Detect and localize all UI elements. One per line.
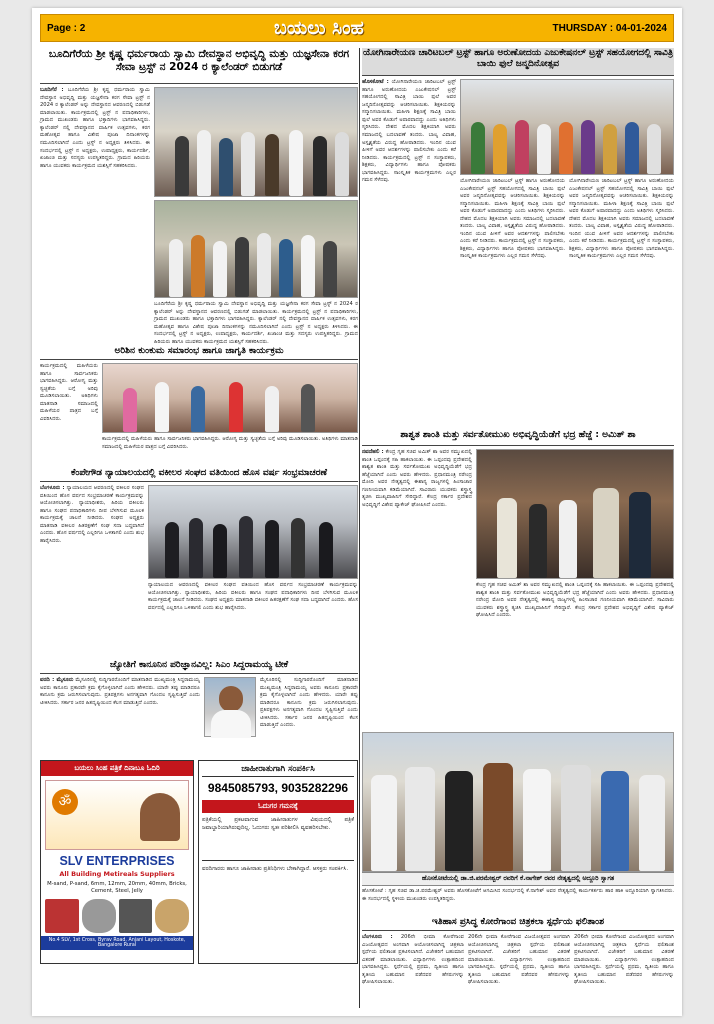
article-body: ನವದೆಹಲಿ : ಕೇಂದ್ರ ಗೃಹ ಸಚಿವ ಅಮಿತ್ ಶಾ ಅವರ ಸಮ್ಮುಖದಲ್ಲಿ ಶಾಂತಿ ಒಪ್ಪಂದಕ್ಕೆ ಸಹಿ ಹಾಕಲಾಯಿತು. ಈ ಒಪ್ಪಂದವು ಪ್ರದೇಶದಲ್ಲಿ ಶಾಶ್ವತ ಶಾಂತಿ ಮತ್ತು ಸರ್ವತೋಮುಖ ಅಭಿವೃದ್ಧಿಯೆಡೆಗೆ ಭದ್ರ ಹೆಜ್ಜೆಯಾಗಿದೆ ಎಂದು ಅವರು ಹೇಳಿದರು. ಪ್ರಧಾನಮಂತ್ರಿ ನರೇಂದ್ರ ಮೋದಿ ಅವರ ನೇತೃತ್ವದಲ್ಲಿ ಈಶಾನ್ಯ ರಾಜ್ಯಗಳಲ್ಲಿ ಹಿಂಸಾಚಾರ ಗಣನೀಯವಾಗಿ ಕಡಿಮೆಯಾಗಿದೆ. ಸಾವಿರಾರು ಯುವಕರು ಶಸ್ತ್ರಾಸ್ತ್ರ ತ್ಯಜಿಸಿ ಮುಖ್ಯವಾಹಿನಿಗೆ ಸೇರಿದ್ದಾರೆ. ಕೇಂದ್ರ ಸರ್ಕಾರ ಪ್ರದೇಶದ ಅಭಿವೃದ್ಧಿಗೆ ವಿಶೇಷ ಪ್ಯಾಕೇಜ್ ಘೋಷಿಸಿದೆ ಎಂದರು. [362, 449, 473, 509]
portrait-icon [140, 793, 180, 841]
article-byline: ವರದಿ : ಮೈಸೂರು [40, 677, 74, 683]
article-welcome [362, 732, 674, 914]
article-headline: ಅರಿಶಿನ ಕುಂಕುಮ ಸಮಾರಂಭ ಹಾಗೂ ಜಾಗೃತಿ ಕಾರ್ಯಕ್ರಮ [40, 346, 358, 360]
notice-2: ವರದಿಗಾರರು ಹಾಗೂ ಜಾಹೀರಾತು ಪ್ರತಿನಿಧಿಗಳು ಬೇಕಾಗಿದ್ದಾರೆ. ಆಸಕ್ತರು ಸಂಪರ್ಕಿಸಿ. [202, 866, 349, 872]
article-byline: ನವದೆಹಲಿ : [362, 449, 384, 455]
article-awareness: ಅರಿಶಿನ ಕುಂಕುಮ ಸಮಾರಂಭ ಹಾಗೂ ಜಾಗೃತಿ ಕಾರ್ಯಕ್ರಮ ಕಾರ್ಯಕ್ರಮದಲ್ಲಿ ಮಹಿಳೆಯರು ಹಾಗೂ ಸಾರ್ವಜನಿಕರು ಭಾಗವಹಿಸಿದ್ದರು. ಆರೋಗ್ಯ ಮತ್ತು ಸ್ವಚ್ಛತೆಯ ಬಗ್ಗೆ ಅರಿವು ಮೂಡಿಸಲಾಯಿತು. ಅತಿಥಿಗಳು ಮಾತನಾಡಿ ಸಮಾಜದಲ್ಲಿ ಮಹಿಳೆಯರ ಪಾತ್ರದ ಬಗ್ಗೆ ವಿವರಿಸಿದರು. ಕಾರ್ಯಕ್ರಮದಲ್ಲಿ ಮಹಿಳೆಯರು ಹಾಗೂ ಸಾರ್ವಜನಿಕರು ಭಾಗವಹಿಸಿದ್ದರು. ಆರೋಗ್ಯ ಮತ್ತು ಸ್ವಚ್ಛತೆಯ ಬಗ್ಗೆ ಅರಿವು ಮೂಡಿಸಲಾಯಿತು. ಅತಿಥಿಗಳು ಮಾತನಾಡಿ ಸಮಾಜದಲ್ಲಿ ಮಹಿಳೆಯರ ಪಾತ್ರದ ಬಗ್ಗೆ ವಿವರಿಸಿದರು. [40, 346, 358, 466]
material-icons [45, 899, 189, 933]
right-column [362, 48, 674, 994]
ad-contact [198, 760, 358, 964]
om-icon: ॐ [52, 789, 78, 815]
article-headline: ಶಾಶ್ವತ ಶಾಂತಿ ಮತ್ತು ಸರ್ವತೋಮುಖ ಅಭಿವೃದ್ಧಿಯೆಡೆಗೆ ಭದ್ರ ಹೆಜ್ಜೆ : ಅಮಿತ್ ಶಾ [362, 430, 674, 446]
photo-amitshah [476, 449, 674, 579]
masthead [40, 14, 674, 42]
article-amitshah: ಶಾಶ್ವತ ಶಾಂತಿ ಮತ್ತು ಸರ್ವತೋಮುಖ ಅಭಿವೃದ್ಧಿಯೆಡೆಗೆ ಭದ್ರ ಹೆಜ್ಜೆ : ಅಮಿತ್ ಶಾ ನವದೆಹಲಿ : ಕೇಂದ್ರ ಗೃಹ ಸಚಿವ ಅಮಿತ್ ಶಾ ಅವರ ಸಮ್ಮುಖದಲ್ಲಿ ಶಾಂತಿ ಒಪ್ಪಂದಕ್ಕೆ ಸಹಿ ಹಾಕಲಾಯಿತು. ಈ ಒಪ್ಪಂದವು ಪ್ರದೇಶದಲ್ಲಿ ಶಾಶ್ವತ ಶಾಂತಿ ಮತ್ತು ಸರ್ವತೋಮುಖ ಅಭಿವೃದ್ಧಿಯೆಡೆಗೆ ಭದ್ರ ಹೆಜ್ಜೆಯಾಗಿದೆ ಎಂದು ಅವರು ಹೇಳಿದರು. ಪ್ರಧಾನಮಂತ್ರಿ ನರೇಂದ್ರ ಮೋದಿ ಅವರ ನೇತೃತ್ವದಲ್ಲಿ ಈಶಾನ್ಯ ರಾಜ್ಯಗಳಲ್ಲಿ ಹಿಂಸಾಚಾರ ಗಣನೀಯವಾಗಿ ಕಡಿಮೆಯಾಗಿದೆ. ಸಾವಿರಾರು ಯುವಕರು ಶಸ್ತ್ರಾಸ್ತ್ರ ತ್ಯಜಿಸಿ ಮುಖ್ಯವಾಹಿನಿಗೆ ಸೇರಿದ್ದಾರೆ. ಕೇಂದ್ರ ಸರ್ಕಾರ ಪ್ರದೇಶದ ಅಭಿವೃದ್ಧಿಗೆ ವಿಶೇಷ ಪ್ಯಾಕೇಜ್ ಘೋಷಿಸಿದೆ ಎಂದರು. ಕೇಂದ್ರ ಗೃಹ ಸಚಿವ ಅಮಿತ್ ಶಾ ಅವರ ಸಮ್ಮುಖದಲ್ಲಿ ಶಾಂತಿ ಒಪ್ಪಂದಕ್ಕೆ ಸಹಿ ಹಾಕಲಾಯಿತು. ಈ ಒಪ್ಪಂದವು ಪ್ರದೇಶದಲ್ಲಿ ಶಾಶ್ವತ ಶಾಂತಿ ಮತ್ತು ಸರ್ವತೋಮುಖ ಅಭಿವೃದ್ಧಿಯೆಡೆಗೆ ಭದ್ರ ಹೆಜ್ಜೆಯಾಗಿದೆ ಎಂದು ಅವರು ಹೇಳಿದರು. ಪ್ರಧಾನಮಂತ್ರಿ ನರೇಂದ್ರ ಮೋದಿ ಅವರ ನೇತೃತ್ವದಲ್ಲಿ ಈಶಾನ್ಯ ರಾಜ್ಯಗಳಲ್ಲಿ ಹಿಂಸಾಚಾರ ಗಣನೀಯವಾಗಿ ಕಡಿಮೆಯಾಗಿದೆ. ಸಾವಿರಾರು ಯುವಕರು ಶಸ್ತ್ರಾಸ್ತ್ರ ತ್ಯಜಿಸಿ ಮುಖ್ಯವಾಹಿನಿಗೆ ಸೇರಿದ್ದಾರೆ. ಕೇಂದ್ರ ಸರ್ಕಾರ ಪ್ರದೇಶದ ಅಭಿವೃದ್ಧಿಗೆ ವಿಶೇಷ ಪ್ಯಾಕೇಜ್ ಘೋಷಿಸಿದೆ ಎಂದರು. [362, 430, 674, 730]
issue-date: THURSDAY : 04-01-2024 [552, 22, 667, 34]
notice-title: ಓದುಗರ ಗಮನಕ್ಕೆ [202, 800, 354, 813]
article-byline: ಬೆಂಗಳೂರು : [40, 485, 65, 491]
subscribe-banner: ಬಯಲು ಸಿಂಹ ಪತ್ರಿಕೆ ದಿನಾಬೂ ಓದಿರಿ [41, 761, 193, 776]
ad-artwork [45, 780, 189, 850]
photo-caption: ಹೊಸಕೋಟೆಯಲ್ಲಿ ಡಾ.ಜಿ.ಪರಮೇಶ್ವರ್ ರವರಿಗೆ ಕೆ.ನಾಗೇಶ್ ರವರ ನೇತೃತ್ವದಲ್ಲಿ ಅದ್ದೂರಿ ಸ್ವಾಗತ [362, 872, 674, 886]
ad-slv-enterprises [40, 760, 194, 964]
photo-awareness [102, 363, 358, 433]
photo-savitribai [460, 79, 674, 175]
article-body: ಕಾರ್ಯಕ್ರಮದಲ್ಲಿ ಮಹಿಳೆಯರು ಹಾಗೂ ಸಾರ್ವಜನಿಕರು ಭಾಗವಹಿಸಿದ್ದರು. ಆರೋಗ್ಯ ಮತ್ತು ಸ್ವಚ್ಛತೆಯ ಬಗ್ಗೆ ಅರಿವು ಮೂಡಿಸಲಾಯಿತು. ಅತಿಥಿಗಳು ಮಾತನಾಡಿ ಸಮಾಜದಲ್ಲಿ ಮಹಿಳೆಯರ ಪಾತ್ರದ ಬಗ್ಗೆ ವಿವರಿಸಿದರು. [40, 363, 98, 422]
photo-cm [204, 677, 256, 737]
article-headline: ಕೆಂಪೇಗೌಡ ನ್ಯಾಯಾಲಯದಲ್ಲಿ ವಕೀಲರ ಸಂಘದ ವತಿಯಿಂದ ಹೊಸ ವರ್ಷ ಸಂಭ್ರಮಾಚರಣೆ [40, 468, 358, 482]
photo-advocates [148, 485, 358, 579]
photo-calendar-group [154, 200, 358, 298]
article-savitribai: ಯೋಗಿನಾರೇಯಣ ಚಾರಿಟಬಲ್ ಟ್ರಸ್ಟ್ ಹಾಗೂ ಅರುಣೋದಯ ಎಜುಕೇಷನಲ್ ಟ್ರಸ್ಟ್ ಸಹಯೋಗದಲ್ಲಿ ಸಾವಿತ್ರಿ ಬಾಯಿ ಫುಲೆ ಜನ್ಮದಿನೋತ್ಸವ ಹೊಸಕೋಟೆ : ಯೋಗಿನಾರೇಯಣ ಚಾರಿಟಬಲ್ ಟ್ರಸ್ಟ್ ಹಾಗೂ ಅರುಣೋದಯ ಎಜುಕೇಷನಲ್ ಟ್ರಸ್ಟ್ ಸಹಯೋಗದಲ್ಲಿ ಸಾವಿತ್ರಿ ಬಾಯಿ ಫುಲೆ ಅವರ ಜನ್ಮದಿನೋತ್ಸವವನ್ನು ಆಚರಿಸಲಾಯಿತು. ಶಿಕ್ಷಕಿಯರನ್ನು ಸನ್ಮಾನಿಸಲಾಯಿತು. ಮಹಿಳಾ ಶಿಕ್ಷಣಕ್ಕೆ ಸಾವಿತ್ರಿ ಬಾಯಿ ಫುಲೆ ಅವರ ಕೊಡುಗೆ ಅಪಾರವಾದದ್ದು ಎಂದು ಅತಿಥಿಗಳು ಸ್ಮರಿಸಿದರು. ದೇಶದ ಮೊದಲ ಶಿಕ್ಷಕಿಯಾಗಿ ಅವರು ಸಮಾಜದಲ್ಲಿ ಬದಲಾವಣೆ ತಂದರು. ಬಾಲ್ಯ ವಿವಾಹ, ಅಸ್ಪೃಶ್ಯತೆಯ ವಿರುದ್ಧ ಹೋರಾಡಿದರು. ಇಂದಿನ ಯುವ ಪೀಳಿಗೆ ಅವರ ಆದರ್ಶಗಳನ್ನು ಪಾಲಿಸಬೇಕು ಎಂದು ಕರೆ ನೀಡಿದರು. ಕಾರ್ಯಕ್ರಮದಲ್ಲಿ ಟ್ರಸ್ಟ್ ನ ಸಂಸ್ಥಾಪಕರು, ಶಿಕ್ಷಕರು, ವಿದ್ಯಾರ್ಥಿಗಳು ಹಾಗೂ ಪೋಷಕರು ಭಾಗವಹಿಸಿದ್ದರು. ಸಾಂಸ್ಕೃತಿಕ ಕಾರ್ಯಕ್ರಮಗಳು ಎಲ್ಲರ ಗಮನ ಸೆಳೆದವು. ಯೋಗಿನಾರೇಯಣ ಚಾರಿಟಬಲ್ ಟ್ರಸ್ಟ್ ಹಾಗೂ ಅರುಣೋದಯ ಎಜುಕೇಷನಲ್ ಟ್ರಸ್ಟ್ ಸಹಯೋಗದಲ್ಲಿ ಸಾವಿತ್ರಿ ಬಾಯಿ ಫುಲೆ ಅವರ ಜನ್ಮದಿನೋತ್ಸವವನ್ನು ಆಚರಿಸಲಾಯಿತು. ಶಿಕ್ಷಕಿಯರನ್ನು ಸನ್ಮಾನಿಸಲಾಯಿತು. ಮಹಿಳಾ ಶಿಕ್ಷಣಕ್ಕೆ ಸಾವಿತ್ರಿ ಬಾಯಿ ಫುಲೆ ಅವರ ಕೊಡುಗೆ ಅಪಾರವಾದದ್ದು ಎಂದು ಅತಿಥಿಗಳು ಸ್ಮರಿಸಿದರು. ದೇಶದ ಮೊದಲ ಶಿಕ್ಷಕಿಯಾಗಿ ಅವರು ಸಮಾಜದಲ್ಲಿ ಬದಲಾವಣೆ ತಂದರು. ಬಾಲ್ಯ ವಿವಾಹ, ಅಸ್ಪೃಶ್ಯತೆಯ ವಿರುದ್ಧ ಹೋರಾಡಿದರು. ಇಂದಿನ ಯುವ ಪೀಳಿಗೆ ಅವರ ಆದರ್ಶಗಳನ್ನು ಪಾಲಿಸಬೇಕು ಎಂದು ಕರೆ ನೀಡಿದರು. ಕಾರ್ಯಕ್ರಮದಲ್ಲಿ ಟ್ರಸ್ಟ್ ನ ಸಂಸ್ಥಾಪಕರು, ಶಿಕ್ಷಕರು, ವಿದ್ಯಾರ್ಥಿಗಳು ಹಾಗೂ ಪೋಷಕರು ಭಾಗವಹಿಸಿದ್ದರು. ಸಾಂಸ್ಕೃತಿಕ ಕಾರ್ಯಕ್ರಮಗಳು ಎಲ್ಲರ ಗಮನ ಸೆಳೆದವು. ಯೋಗಿನಾರೇಯಣ ಚಾರಿಟಬಲ್ ಟ್ರಸ್ಟ್ ಹಾಗೂ ಅರುಣೋದಯ ಎಜುಕೇಷನಲ್ ಟ್ರಸ್ಟ್ ಸಹಯೋಗದಲ್ಲಿ ಸಾವಿತ್ರಿ ಬಾಯಿ ಫುಲೆ ಅವರ ಜನ್ಮದಿನೋತ್ಸವವನ್ನು ಆಚರಿಸಲಾಯಿತು. ಶಿಕ್ಷಕಿಯರನ್ನು ಸನ್ಮಾನಿಸಲಾಯಿತು. ಮಹಿಳಾ ಶಿಕ್ಷಣಕ್ಕೆ ಸಾವಿತ್ರಿ ಬಾಯಿ ಫುಲೆ ಅವರ ಕೊಡುಗೆ ಅಪಾರವಾದದ್ದು ಎಂದು ಅತಿಥಿಗಳು ಸ್ಮರಿಸಿದರು. ದೇಶದ ಮೊದಲ ಶಿಕ್ಷಕಿಯಾಗಿ ಅವರು ಸಮಾಜದಲ್ಲಿ ಬದಲಾವಣೆ ತಂದರು. ಬಾಲ್ಯ ವಿವಾಹ, ಅಸ್ಪೃಶ್ಯತೆಯ ವಿರುದ್ಧ ಹೋರಾಡಿದರು. ಇಂದಿನ ಯುವ ಪೀಳಿಗೆ ಅವರ ಆದರ್ಶಗಳನ್ನು ಪಾಲಿಸಬೇಕು ಎಂದು ಕರೆ ನೀಡಿದರು. ಕಾರ್ಯಕ್ರಮದಲ್ಲಿ ಟ್ರಸ್ಟ್ ನ ಸಂಸ್ಥಾಪಕರು, ಶಿಕ್ಷಕರು, ವಿದ್ಯಾರ್ಥಿಗಳು ಹಾಗೂ ಪೋಷಕರು ಭಾಗವಹಿಸಿದ್ದರು. ಸಾಂಸ್ಕೃತಿಕ ಕಾರ್ಯಕ್ರಮಗಳು ಎಲ್ಲರ ಗಮನ ಸೆಳೆದವು. [362, 48, 674, 428]
article-cm: ಜ್ಯೋತಿಗೆ ಕಾನೂನಿನ ಪರಿಜ್ಞಾನವಿಲ್ಲ: ಸಿಎಂ ಸಿದ್ದರಾಮಯ್ಯ ಟೀಕೆ ವರದಿ : ಮೈಸೂರು ಮೈಸೂರಿನಲ್ಲಿ ಸುದ್ದಿಗಾರರೊಂದಿಗೆ ಮಾತನಾಡಿದ ಮುಖ್ಯಮಂತ್ರಿ ಸಿದ್ದರಾಮಯ್ಯ ಅವರು ಕಾನೂನು ಪ್ರಕಾರವೇ ಕ್ರಮ ಕೈಗೊಳ್ಳಲಾಗಿದೆ ಎಂದು ಹೇಳಿದರು. ಯಾರೇ ತಪ್ಪು ಮಾಡಿದರೂ ಕಾನೂನು ಕ್ರಮ ಜರುಗಿಸಲಾಗುವುದು. ಪ್ರತಿಪಕ್ಷಗಳು ಅನಗತ್ಯವಾಗಿ ಗೊಂದಲ ಸೃಷ್ಟಿಸುತ್ತಿವೆ ಎಂದು ಟೀಕಿಸಿದರು. ಸರ್ಕಾರ ಜನರ ಹಿತದೃಷ್ಟಿಯಿಂದ ಕೆಲಸ ಮಾಡುತ್ತಿದೆ ಎಂದರು. ಮೈಸೂರಿನಲ್ಲಿ ಸುದ್ದಿಗಾರರೊಂದಿಗೆ ಮಾತನಾಡಿದ ಮುಖ್ಯಮಂತ್ರಿ ಸಿದ್ದರಾಮಯ್ಯ ಅವರು ಕಾನೂನು ಪ್ರಕಾರವೇ ಕ್ರಮ ಕೈಗೊಳ್ಳಲಾಗಿದೆ ಎಂದು ಹೇಳಿದರು. ಯಾರೇ ತಪ್ಪು ಮಾಡಿದರೂ ಕಾನೂನು ಕ್ರಮ ಜರುಗಿಸಲಾಗುವುದು. ಪ್ರತಿಪಕ್ಷಗಳು ಅನಗತ್ಯವಾಗಿ ಗೊಂದಲ ಸೃಷ್ಟಿಸುತ್ತಿವೆ ಎಂದು ಟೀಕಿಸಿದರು. ಸರ್ಕಾರ ಜನರ ಹಿತದೃಷ್ಟಿಯಿಂದ ಕೆಲಸ ಮಾಡುತ್ತಿದೆ ಎಂದರು. [40, 660, 358, 756]
ads-row [40, 760, 358, 968]
article-body: ವರದಿ : ಮೈಸೂರು ಮೈಸೂರಿನಲ್ಲಿ ಸುದ್ದಿಗಾರರೊಂದಿಗೆ ಮಾತನಾಡಿದ ಮುಖ್ಯಮಂತ್ರಿ ಸಿದ್ದರಾಮಯ್ಯ ಅವರು ಕಾನೂನು ಪ್ರಕಾರವೇ ಕ್ರಮ ಕೈಗೊಳ್ಳಲಾಗಿದೆ ಎಂದು ಹೇಳಿದರು. ಯಾರೇ ತಪ್ಪು ಮಾಡಿದರೂ ಕಾನೂನು ಕ್ರಮ ಜರುಗಿಸಲಾಗುವುದು. ಪ್ರತಿಪಕ್ಷಗಳು ಅನಗತ್ಯವಾಗಿ ಗೊಂದಲ ಸೃಷ್ಟಿಸುತ್ತಿವೆ ಎಂದು ಟೀಕಿಸಿದರು. ಸರ್ಕಾರ ಜನರ ಹಿತದೃಷ್ಟಿಯಿಂದ ಕೆಲಸ ಮಾಡುತ್ತಿದೆ ಎಂದರು. [40, 677, 200, 706]
article-byline: ಬೆಂಗಳೂರು : [362, 934, 393, 940]
article-body: ಹೊಸಕೋಟೆ : ಗೃಹ ಸಚಿವ ಡಾ.ಜಿ.ಪರಮೇಶ್ವರ್ ಅವರು ಹೊಸಕೋಟೆಗೆ ಆಗಮಿಸಿದ ಸಂದರ್ಭದಲ್ಲಿ ಕೆ.ನಾಗೇಶ್ ಅವರ ನೇತೃತ್ವದಲ್ಲಿ ಕಾರ್ಯಕರ್ತರು ಹಾರ ಹಾಕಿ ಅದ್ದೂರಿಯಾಗಿ ಸ್ವಾಗತಿಸಿದರು. ಈ ಸಂದರ್ಭದಲ್ಲಿ ಸ್ಥಳೀಯ ಮುಖಂಡರು ಉಪಸ್ಥಿತರಿದ್ದರು. [362, 888, 674, 902]
column-divider [359, 48, 360, 1008]
page-number: Page : 2 [47, 22, 86, 34]
jelly-icon [155, 899, 189, 933]
article-headline: ಜ್ಯೋತಿಗೆ ಕಾನೂನಿನ ಪರಿಜ್ಞಾನವಿಲ್ಲ: ಸಿಎಂ ಸಿದ್ದರಾಮಯ್ಯ ಟೀಕೆ [40, 660, 358, 674]
article-calendar: ಬೂದಿಗೆರೆಯ ಶ್ರೀ ಕೃಷ್ಣ ಧರ್ಮರಾಯ ಸ್ವಾಮಿ ದೇವಸ್ಥಾನ ಅಭಿವೃದ್ಧಿ ಮತ್ತು ಯಜ್ಞಸೇನಾ ಕರಗ ಸೇವಾ ಟ್ರಸ್ಟ್ ನ 2024 ರ ಕ್ಯಾಲೆಂಡರ್ ಬಿಡುಗಡೆ ಬೂದಿಗೆರೆ : ಬೂದಿಗೆರೆಯ ಶ್ರೀ ಕೃಷ್ಣ ಧರ್ಮರಾಯ ಸ್ವಾಮಿ ದೇವಸ್ಥಾನ ಅಭಿವೃದ್ಧಿ ಮತ್ತು ಯಜ್ಞಸೇನಾ ಕರಗ ಸೇವಾ ಟ್ರಸ್ಟ್ ನ 2024 ರ ಕ್ಯಾಲೆಂಡರ್ ಅನ್ನು ದೇವಸ್ಥಾನದ ಆವರಣದಲ್ಲಿ ಬಿಡುಗಡೆ ಮಾಡಲಾಯಿತು. ಕಾರ್ಯಕ್ರಮದಲ್ಲಿ ಟ್ರಸ್ಟ್ ನ ಪದಾಧಿಕಾರಿಗಳು, ಗ್ರಾಮದ ಮುಖಂಡರು ಹಾಗೂ ಭಕ್ತಾದಿಗಳು ಭಾಗವಹಿಸಿದ್ದರು. ಕ್ಯಾಲೆಂಡರ್ ನಲ್ಲಿ ದೇವಸ್ಥಾನದ ವಾರ್ಷಿಕ ಉತ್ಸವಗಳು, ಕರಗ ಮಹೋತ್ಸವ ಹಾಗೂ ವಿಶೇಷ ಪೂಜಾ ದಿನಾಂಕಗಳನ್ನು ನಮೂದಿಸಲಾಗಿದೆ ಎಂದು ಟ್ರಸ್ಟ್ ನ ಅಧ್ಯಕ್ಷರು ತಿಳಿಸಿದರು. ಈ ಸಂದರ್ಭದಲ್ಲಿ ಟ್ರಸ್ಟ್ ನ ಅಧ್ಯಕ್ಷರು, ಉಪಾಧ್ಯಕ್ಷರು, ಕಾರ್ಯದರ್ಶಿ, ಖಜಾಂಚಿ ಮತ್ತು ಸದಸ್ಯರು ಉಪಸ್ಥಿತರಿದ್ದರು. ಗ್ರಾಮದ ಹಿರಿಯರು ಹಾಗೂ ಯುವಕರು ಕಾರ್ಯಕ್ರಮದ ಯಶಸ್ಸಿಗೆ ಸಹಕರಿಸಿದರು. ಬೂದಿಗೆರೆಯ ಶ್ರೀ ಕೃಷ್ಣ ಧರ್ಮರಾಯ ಸ್ವಾಮಿ ದೇವಸ್ಥಾನ ಅಭಿವೃದ್ಧಿ ಮತ್ತು ಯಜ್ಞಸೇನಾ ಕರಗ ಸೇವಾ ಟ್ರಸ್ಟ್ ನ 2024 ರ ಕ್ಯಾಲೆಂಡರ್ ಅನ್ನು ದೇವಸ್ಥಾನದ ಆವರಣದಲ್ಲಿ ಬಿಡುಗಡೆ ಮಾಡಲಾಯಿತು. ಕಾರ್ಯಕ್ರಮದಲ್ಲಿ ಟ್ರಸ್ಟ್ ನ ಪದಾಧಿಕಾರಿಗಳು, ಗ್ರಾಮದ ಮುಖಂಡರು ಹಾಗೂ ಭಕ್ತಾದಿಗಳು ಭಾಗವಹಿಸಿದ್ದರು. ಕ್ಯಾಲೆಂಡರ್ ನಲ್ಲಿ ದೇವಸ್ಥಾನದ ವಾರ್ಷಿಕ ಉತ್ಸವಗಳು, ಕರಗ ಮಹೋತ್ಸವ ಹಾಗೂ ವಿಶೇಷ ಪೂಜಾ ದಿನಾಂಕಗಳನ್ನು ನಮೂದಿಸಲಾಗಿದೆ ಎಂದು ಟ್ರಸ್ಟ್ ನ ಅಧ್ಯಕ್ಷರು ತಿಳಿಸಿದರು. ಈ ಸಂದರ್ಭದಲ್ಲಿ ಟ್ರಸ್ಟ್ ನ ಅಧ್ಯಕ್ಷರು, ಉಪಾಧ್ಯಕ್ಷರು, ಕಾರ್ಯದರ್ಶಿ, ಖಜಾಂಚಿ ಮತ್ತು ಸದಸ್ಯರು ಉಪಸ್ಥಿತರಿದ್ದರು. ಗ್ರಾಮದ ಹಿರಿಯರು ಹಾಗೂ ಯುವಕರು ಕಾರ್ಯಕ್ರಮದ ಯಶಸ್ಸಿಗೆ ಸಹಕರಿಸಿದರು. [40, 48, 358, 345]
photo-calendar-release [154, 87, 358, 197]
bricks-icon [45, 899, 79, 933]
ad-heading: ಜಾಹೀರಾತುಗಾಗಿ ಸಂಪರ್ಕಿಸಿ [202, 764, 354, 777]
article-body: ಬೆಂಗಳೂರು : 206ನೇ ಭೀಮಾ ಕೋರೆಗಾಂವ ವಿಜಯೋತ್ಸವದ ಅಂಗವಾಗಿ ಆಯೋಜಿಸಲಾಗಿದ್ದ ಚಿತ್ರಕಲಾ ಸ್ಪರ್ಧೆಯ ಫಲಿತಾಂಶ ಪ್ರಕಟಿಸಲಾಗಿದೆ. ವಿಜೇತರಿಗೆ ಬಹುಮಾನ ವಿತರಣೆ ಮಾಡಲಾಯಿತು. ವಿದ್ಯಾರ್ಥಿಗಳು ಉತ್ಸಾಹದಿಂದ ಭಾಗವಹಿಸಿದ್ದರು. ಸ್ಪರ್ಧೆಯಲ್ಲಿ ಪ್ರಥಮ, ದ್ವಿತೀಯ ಹಾಗೂ ತೃತೀಯ ಬಹುಮಾನ ಪಡೆದವರ ಹೆಸರುಗಳನ್ನು ಘೋಷಿಸಲಾಯಿತು. [362, 934, 464, 986]
article-headline: ಇತಿಹಾಸ ಪ್ರಸಿದ್ಧ ಕೋರೆಗಾಂವ ಚಿತ್ರಕಲಾ ಸ್ಪರ್ಧೆಯ ಫಲಿತಾಂಶ [362, 917, 674, 931]
article-body: ಹೊಸಕೋಟೆ : ಯೋಗಿನಾರೇಯಣ ಚಾರಿಟಬಲ್ ಟ್ರಸ್ಟ್ ಹಾಗೂ ಅರುಣೋದಯ ಎಜುಕೇಷನಲ್ ಟ್ರಸ್ಟ್ ಸಹಯೋಗದಲ್ಲಿ ಸಾವಿತ್ರಿ ಬಾಯಿ ಫುಲೆ ಅವರ ಜನ್ಮದಿನೋತ್ಸವವನ್ನು ಆಚರಿಸಲಾಯಿತು. ಶಿಕ್ಷಕಿಯರನ್ನು ಸನ್ಮಾನಿಸಲಾಯಿತು. ಮಹಿಳಾ ಶಿಕ್ಷಣಕ್ಕೆ ಸಾವಿತ್ರಿ ಬಾಯಿ ಫುಲೆ ಅವರ ಕೊಡುಗೆ ಅಪಾರವಾದದ್ದು ಎಂದು ಅತಿಥಿಗಳು ಸ್ಮರಿಸಿದರು. ದೇಶದ ಮೊದಲ ಶಿಕ್ಷಕಿಯಾಗಿ ಅವರು ಸಮಾಜದಲ್ಲಿ ಬದಲಾವಣೆ ತಂದರು. ಬಾಲ್ಯ ವಿವಾಹ, ಅಸ್ಪೃಶ್ಯತೆಯ ವಿರುದ್ಧ ಹೋರಾಡಿದರು. ಇಂದಿನ ಯುವ ಪೀಳಿಗೆ ಅವರ ಆದರ್ಶಗಳನ್ನು ಪಾಲಿಸಬೇಕು ಎಂದು ಕರೆ ನೀಡಿದರು. ಕಾರ್ಯಕ್ರಮದಲ್ಲಿ ಟ್ರಸ್ಟ್ ನ ಸಂಸ್ಥಾಪಕರು, ಶಿಕ್ಷಕರು, ವಿದ್ಯಾರ್ಥಿಗಳು ಹಾಗೂ ಪೋಷಕರು ಭಾಗವಹಿಸಿದ್ದರು. ಸಾಂಸ್ಕೃತಿಕ ಕಾರ್ಯಕ್ರಮಗಳು ಎಲ್ಲರ ಗಮನ ಸೆಳೆದವು. [362, 79, 456, 184]
steel-icon [119, 899, 153, 933]
article-advocates: ಕೆಂಪೇಗೌಡ ನ್ಯಾಯಾಲಯದಲ್ಲಿ ವಕೀಲರ ಸಂಘದ ವತಿಯಿಂದ ಹೊಸ ವರ್ಷ ಸಂಭ್ರಮಾಚರಣೆ ಬೆಂಗಳೂರು : ನ್ಯಾಯಾಲಯದ ಆವರಣದಲ್ಲಿ ವಕೀಲರ ಸಂಘದ ವತಿಯಿಂದ ಹೊಸ ವರ್ಷದ ಸಂಭ್ರಮಾಚರಣೆ ಕಾರ್ಯಕ್ರಮವನ್ನು ಆಯೋಜಿಸಲಾಗಿತ್ತು. ನ್ಯಾಯಾಧೀಶರು, ಹಿರಿಯ ವಕೀಲರು ಹಾಗೂ ಸಂಘದ ಪದಾಧಿಕಾರಿಗಳು ದೀಪ ಬೆಳಗಿಸುವ ಮೂಲಕ ಕಾರ್ಯಕ್ರಮಕ್ಕೆ ಚಾಲನೆ ನೀಡಿದರು. ಸಂಘದ ಅಧ್ಯಕ್ಷರು ಮಾತನಾಡಿ ವಕೀಲರ ಹಿತರಕ್ಷಣೆಗೆ ಸಂಘ ಸದಾ ಬದ್ಧವಾಗಿದೆ ಎಂದರು. ಹೊಸ ವರ್ಷದಲ್ಲಿ ಎಲ್ಲರಿಗೂ ಒಳಿತಾಗಲಿ ಎಂದು ಶುಭ ಹಾರೈಸಿದರು. ನ್ಯಾಯಾಲಯದ ಆವರಣದಲ್ಲಿ ವಕೀಲರ ಸಂಘದ ವತಿಯಿಂದ ಹೊಸ ವರ್ಷದ ಸಂಭ್ರಮಾಚರಣೆ ಕಾರ್ಯಕ್ರಮವನ್ನು ಆಯೋಜಿಸಲಾಗಿತ್ತು. ನ್ಯಾಯಾಧೀಶರು, ಹಿರಿಯ ವಕೀಲರು ಹಾಗೂ ಸಂಘದ ಪದಾಧಿಕಾರಿಗಳು ದೀಪ ಬೆಳಗಿಸುವ ಮೂಲಕ ಕಾರ್ಯಕ್ರಮಕ್ಕೆ ಚಾಲನೆ ನೀಡಿದರು. ಸಂಘದ ಅಧ್ಯಕ್ಷರು ಮಾತನಾಡಿ ವಕೀಲರ ಹಿತರಕ್ಷಣೆಗೆ ಸಂಘ ಸದಾ ಬದ್ಧವಾಗಿದೆ ಎಂದರು. ಹೊಸ ವರ್ಷದಲ್ಲಿ ಎಲ್ಲರಿಗೂ ಒಳಿತಾಗಲಿ ಎಂದು ಶುಭ ಹಾರೈಸಿದರು. [40, 468, 358, 658]
ad-company: SLV ENTERPRISES [59, 854, 175, 868]
left-column [40, 48, 358, 968]
article-koregaon: ಇತಿಹಾಸ ಪ್ರಸಿದ್ಧ ಕೋರೆಗಾಂವ ಚಿತ್ರಕಲಾ ಸ್ಪರ್ಧೆಯ ಫಲಿತಾಂಶ ಬೆಂಗಳೂರು : 206ನೇ ಭೀಮಾ ಕೋರೆಗಾಂವ ವಿಜಯೋತ್ಸವದ ಅಂಗವಾಗಿ ಆಯೋಜಿಸಲಾಗಿದ್ದ ಚಿತ್ರಕಲಾ ಸ್ಪರ್ಧೆಯ ಫಲಿತಾಂಶ ಪ್ರಕಟಿಸಲಾಗಿದೆ. ವಿಜೇತರಿಗೆ ಬಹುಮಾನ ವಿತರಣೆ ಮಾಡಲಾಯಿತು. ವಿದ್ಯಾರ್ಥಿಗಳು ಉತ್ಸಾಹದಿಂದ ಭಾಗವಹಿಸಿದ್ದರು. ಸ್ಪರ್ಧೆಯಲ್ಲಿ ಪ್ರಥಮ, ದ್ವಿತೀಯ ಹಾಗೂ ತೃತೀಯ ಬಹುಮಾನ ಪಡೆದವರ ಹೆಸರುಗಳನ್ನು ಘೋಷಿಸಲಾಯಿತು. 206ನೇ ಭೀಮಾ ಕೋರೆಗಾಂವ ವಿಜಯೋತ್ಸವದ ಅಂಗವಾಗಿ ಆಯೋಜಿಸಲಾಗಿದ್ದ ಚಿತ್ರಕಲಾ ಸ್ಪರ್ಧೆಯ ಫಲಿತಾಂಶ ಪ್ರಕಟಿಸಲಾಗಿದೆ. ವಿಜೇತರಿಗೆ ಬಹುಮಾನ ವಿತರಣೆ ಮಾಡಲಾಯಿತು. ವಿದ್ಯಾರ್ಥಿಗಳು ಉತ್ಸಾಹದಿಂದ ಭಾಗವಹಿಸಿದ್ದರು. ಸ್ಪರ್ಧೆಯಲ್ಲಿ ಪ್ರಥಮ, ದ್ವಿತೀಯ ಹಾಗೂ ತೃತೀಯ ಬಹುಮಾನ ಪಡೆದವರ ಹೆಸರುಗಳನ್ನು ಘೋಷಿಸಲಾಯಿತು. 206ನೇ ಭೀಮಾ ಕೋರೆಗಾಂವ ವಿಜಯೋತ್ಸವದ ಅಂಗವಾಗಿ ಆಯೋಜಿಸಲಾಗಿದ್ದ ಚಿತ್ರಕಲಾ ಸ್ಪರ್ಧೆಯ ಫಲಿತಾಂಶ ಪ್ರಕಟಿಸಲಾಗಿದೆ. ವಿಜೇತರಿಗೆ ಬಹುಮಾನ ವಿತರಣೆ ಮಾಡಲಾಯಿತು. ವಿದ್ಯಾರ್ಥಿಗಳು ಉತ್ಸಾಹದಿಂದ ಭಾಗವಹಿಸಿದ್ದರು. ಸ್ಪರ್ಧೆಯಲ್ಲಿ ಪ್ರಥಮ, ದ್ವಿತೀಯ ಹಾಗೂ ತೃತೀಯ ಬಹುಮಾನ ಪಡೆದವರ ಹೆಸರುಗಳನ್ನು ಘೋಷಿಸಲಾಯಿತು. [362, 917, 674, 994]
article-byline: ಬೂದಿಗೆರೆ : [40, 87, 64, 93]
newspaper-page [32, 8, 682, 1016]
article-body: ಬೆಂಗಳೂರು : ನ್ಯಾಯಾಲಯದ ಆವರಣದಲ್ಲಿ ವಕೀಲರ ಸಂಘದ ವತಿಯಿಂದ ಹೊಸ ವರ್ಷದ ಸಂಭ್ರಮಾಚರಣೆ ಕಾರ್ಯಕ್ರಮವನ್ನು ಆಯೋಜಿಸಲಾಗಿತ್ತು. ನ್ಯಾಯಾಧೀಶರು, ಹಿರಿಯ ವಕೀಲರು ಹಾಗೂ ಸಂಘದ ಪದಾಧಿಕಾರಿಗಳು ದೀಪ ಬೆಳಗಿಸುವ ಮೂಲಕ ಕಾರ್ಯಕ್ರಮಕ್ಕೆ ಚಾಲನೆ ನೀಡಿದರು. ಸಂಘದ ಅಧ್ಯಕ್ಷರು ಮಾತನಾಡಿ ವಕೀಲರ ಹಿತರಕ್ಷಣೆಗೆ ಸಂಘ ಸದಾ ಬದ್ಧವಾಗಿದೆ ಎಂದರು. ಹೊಸ ವರ್ಷದಲ್ಲಿ ಎಲ್ಲರಿಗೂ ಒಳಿತಾಗಲಿ ಎಂದು ಶುಭ ಹಾರೈಸಿದರು. [40, 485, 144, 545]
newspaper-title: ಬಯಲು ಸಿಂಹ [274, 17, 364, 39]
ad-tagline: All Building Metireals Suppliers [59, 870, 175, 878]
photo-welcome [362, 732, 674, 872]
ad-address: No.4 SLV, 1st Cross, Byrav Road, Anjani Layout, Hoskote, Bangalore Rural [41, 936, 193, 950]
article-headline: ಬೂದಿಗೆರೆಯ ಶ್ರೀ ಕೃಷ್ಣ ಧರ್ಮರಾಯ ಸ್ವಾಮಿ ದೇವಸ್ಥಾನ ಅಭಿವೃದ್ಧಿ ಮತ್ತು ಯಜ್ಞಸೇನಾ ಕರಗ ಸೇವಾ ಟ್ರಸ್ಟ್ ನ 2024 ರ ಕ್ಯಾಲೆಂಡರ್ ಬಿಡುಗಡೆ [40, 48, 358, 84]
article-body: ಬೂದಿಗೆರೆ : ಬೂದಿಗೆರೆಯ ಶ್ರೀ ಕೃಷ್ಣ ಧರ್ಮರಾಯ ಸ್ವಾಮಿ ದೇವಸ್ಥಾನ ಅಭಿವೃದ್ಧಿ ಮತ್ತು ಯಜ್ಞಸೇನಾ ಕರಗ ಸೇವಾ ಟ್ರಸ್ಟ್ ನ 2024 ರ ಕ್ಯಾಲೆಂಡರ್ ಅನ್ನು ದೇವಸ್ಥಾನದ ಆವರಣದಲ್ಲಿ ಬಿಡುಗಡೆ ಮಾಡಲಾಯಿತು. ಕಾರ್ಯಕ್ರಮದಲ್ಲಿ ಟ್ರಸ್ಟ್ ನ ಪದಾಧಿಕಾರಿಗಳು, ಗ್ರಾಮದ ಮುಖಂಡರು ಹಾಗೂ ಭಕ್ತಾದಿಗಳು ಭಾಗವಹಿಸಿದ್ದರು. ಕ್ಯಾಲೆಂಡರ್ ನಲ್ಲಿ ದೇವಸ್ಥಾನದ ವಾರ್ಷಿಕ ಉತ್ಸವಗಳು, ಕರಗ ಮಹೋತ್ಸವ ಹಾಗೂ ವಿಶೇಷ ಪೂಜಾ ದಿನಾಂಕಗಳನ್ನು ನಮೂದಿಸಲಾಗಿದೆ ಎಂದು ಟ್ರಸ್ಟ್ ನ ಅಧ್ಯಕ್ಷರು ತಿಳಿಸಿದರು. ಈ ಸಂದರ್ಭದಲ್ಲಿ ಟ್ರಸ್ಟ್ ನ ಅಧ್ಯಕ್ಷರು, ಉಪಾಧ್ಯಕ್ಷರು, ಕಾರ್ಯದರ್ಶಿ, ಖಜಾಂಚಿ ಮತ್ತು ಸದಸ್ಯರು ಉಪಸ್ಥಿತರಿದ್ದರು. ಗ್ರಾಮದ ಹಿರಿಯರು ಹಾಗೂ ಯುವಕರು ಕಾರ್ಯಕ್ರಮದ ಯಶಸ್ಸಿಗೆ ಸಹಕರಿಸಿದರು. [40, 87, 150, 169]
notice-body: ಪತ್ರಿಕೆಯಲ್ಲಿ ಪ್ರಕಟವಾಗುವ ಜಾಹೀರಾತುಗಳ ವಿಷಯದಲ್ಲಿ ಪತ್ರಿಕೆ ಜವಾಬ್ದಾರಿಯಾಗಿರುವುದಿಲ್ಲ. ಓದುಗರು ಸ್ವತಃ ಪರಿಶೀಲಿಸಿ ವ್ಯವಹರಿಸಬೇಕು. [202, 817, 354, 832]
article-byline: ಹೊಸಕೋಟೆ : [362, 79, 389, 85]
sand-icon [82, 899, 116, 933]
ad-details: M-sand, P-sand, 6mm, 12mm, 20mm, 40mm, Bricks, Cement, Steel, Jelly [47, 881, 187, 895]
article-headline: ಯೋಗಿನಾರೇಯಣ ಚಾರಿಟಬಲ್ ಟ್ರಸ್ಟ್ ಹಾಗೂ ಅರುಣೋದಯ ಎಜುಕೇಷನಲ್ ಟ್ರಸ್ಟ್ ಸಹಯೋಗದಲ್ಲಿ ಸಾವಿತ್ರಿ ಬಾಯಿ ಫುಲೆ ಜನ್ಮದಿನೋತ್ಸವ [362, 48, 674, 76]
ad-phone: 9845085793, 9035282296 [207, 781, 349, 795]
